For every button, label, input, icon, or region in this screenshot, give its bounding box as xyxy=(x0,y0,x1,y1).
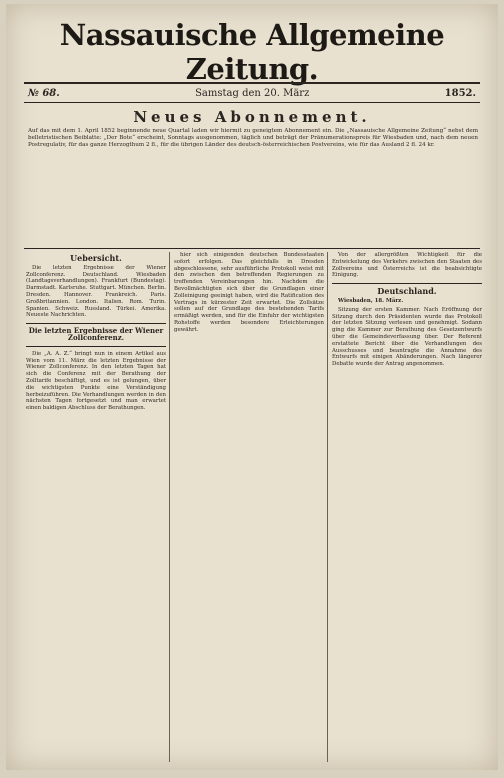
divider xyxy=(26,323,166,324)
column-rule xyxy=(24,248,480,249)
issue-number: № 68. xyxy=(28,87,60,99)
divider xyxy=(26,346,166,347)
article-text: Die „A. A. Z.“ bringt nun in einem Artikel aus Wien vom 11. März die letzten Ergebnisse der Wiener Zollconferenz. In den letzten Tagen hat sich die Conferenz mit der Berathung der Zolltarife beschäftigt, und es ist gelungen, über die wichtigsten Punkte eine Verständigung herbeizuführen. Die Verhandlungen werden in den nächsten Tagen fortgesetzt und man erwartet einen baldigen Abschluss der Berathungen. xyxy=(26,350,166,412)
newspaper-page xyxy=(6,4,498,770)
subscription-heading: Neues Abonnement. xyxy=(133,108,371,126)
middle-text: hier sich einigenden deutschen Bundesstaaten sofort erfolgen. Das gleichfalls in Dresden abgeschlossene, sehr ausführliche Protokoll weist mit den zwischen den betreffenden Regierungen zu treffenden Vereinbarungen hin. Nachdem die Bevollmächtigten sich über die Grundlagen einer Zolleinigung geeinigt haben, wird die Ratification des Vertrags in kürzester Zeit erwartet. Die Zollsätze sollen auf der Grundlage des bestehenden Tarifs ermäßigt werden, und für die Einfuhr der wichtigsten Rohstoffe werden besondere Erleichterungen gewährt. xyxy=(174,252,324,333)
masthead: Nassauische Allgemeine Zeitung. xyxy=(59,18,445,86)
news-dateline: Wiesbaden, 18. März. xyxy=(338,297,404,304)
article-heading: Die letzten Ergebnisse der Wiener Zollconferenz. xyxy=(28,326,164,342)
germany-heading: Deutschland. xyxy=(377,286,437,297)
divider xyxy=(332,283,482,284)
issue-year: 1852. xyxy=(444,87,476,99)
right-intro-text: Von der allergrößten Wichtigkeit für die Entwickelung des Verkehrs zwischen den Staaten des Zollvereins und Österreichs ist die beabsichtigte Einigung. xyxy=(332,252,482,279)
column-right xyxy=(332,252,482,762)
overview-heading: Uebersicht. xyxy=(70,253,122,263)
subscription-text: Auf das mit dem 1. April 1852 beginnende neue Quartal laden wir hiermit zu geneigtem Abonnement ein. Die „Nassauische Allgemeine Zeitung“ nebst dem belletristischen Beiblatte: „Der Bote“ erscheint, Sonntags ausgenommen, täglich und beträgt der Pränumerationspreis für Wiesbaden und, nach dem neuen Postregulativ, für das ganze Herzogthum 2 fl., für die übrigen Länder des deutsch-österreichischen Postvereins, wie für das Ausland 2 fl. 24 kr. xyxy=(28,128,478,149)
column-left xyxy=(26,252,166,762)
column-separator xyxy=(169,252,170,762)
issue-date: Samstag den 20. März xyxy=(195,87,310,99)
column-separator xyxy=(327,252,328,762)
news-text: Sitzung der ersten Kammer. Nach Eröffnung der Sitzung durch den Präsidenten wurde das Protokoll der letzten Sitzung verlesen und genehmigt. Sodann ging die Kammer zur Berathung des Gesetzentwurfs über die Gemeindeverfassung über. Der Referent erstattete Bericht über die Verhandlungen des Ausschusses und beantragte die Annahme des Entwurfs mit einigen Abänderungen. Nach längerer Debatte wurde der Antrag angenommen. xyxy=(332,306,482,368)
column-middle xyxy=(174,252,324,762)
dateline xyxy=(24,82,480,103)
overview-text: Die letzten Ergebnisse der Wiener Zollconferenz. Deutschland. Wiesbaden (Landtagsverhandlungen). Frankfurt (Bundestag). Darmstadt. Karlsruhe. Stuttgart. München. Berlin. Dresden. Hannover. Frankreich. Paris. Großbritannien. London. Italien. Rom. Turin. Spanien. Schweiz. Russland. Türkei. Amerika. Neueste Nachrichten. xyxy=(26,264,166,319)
